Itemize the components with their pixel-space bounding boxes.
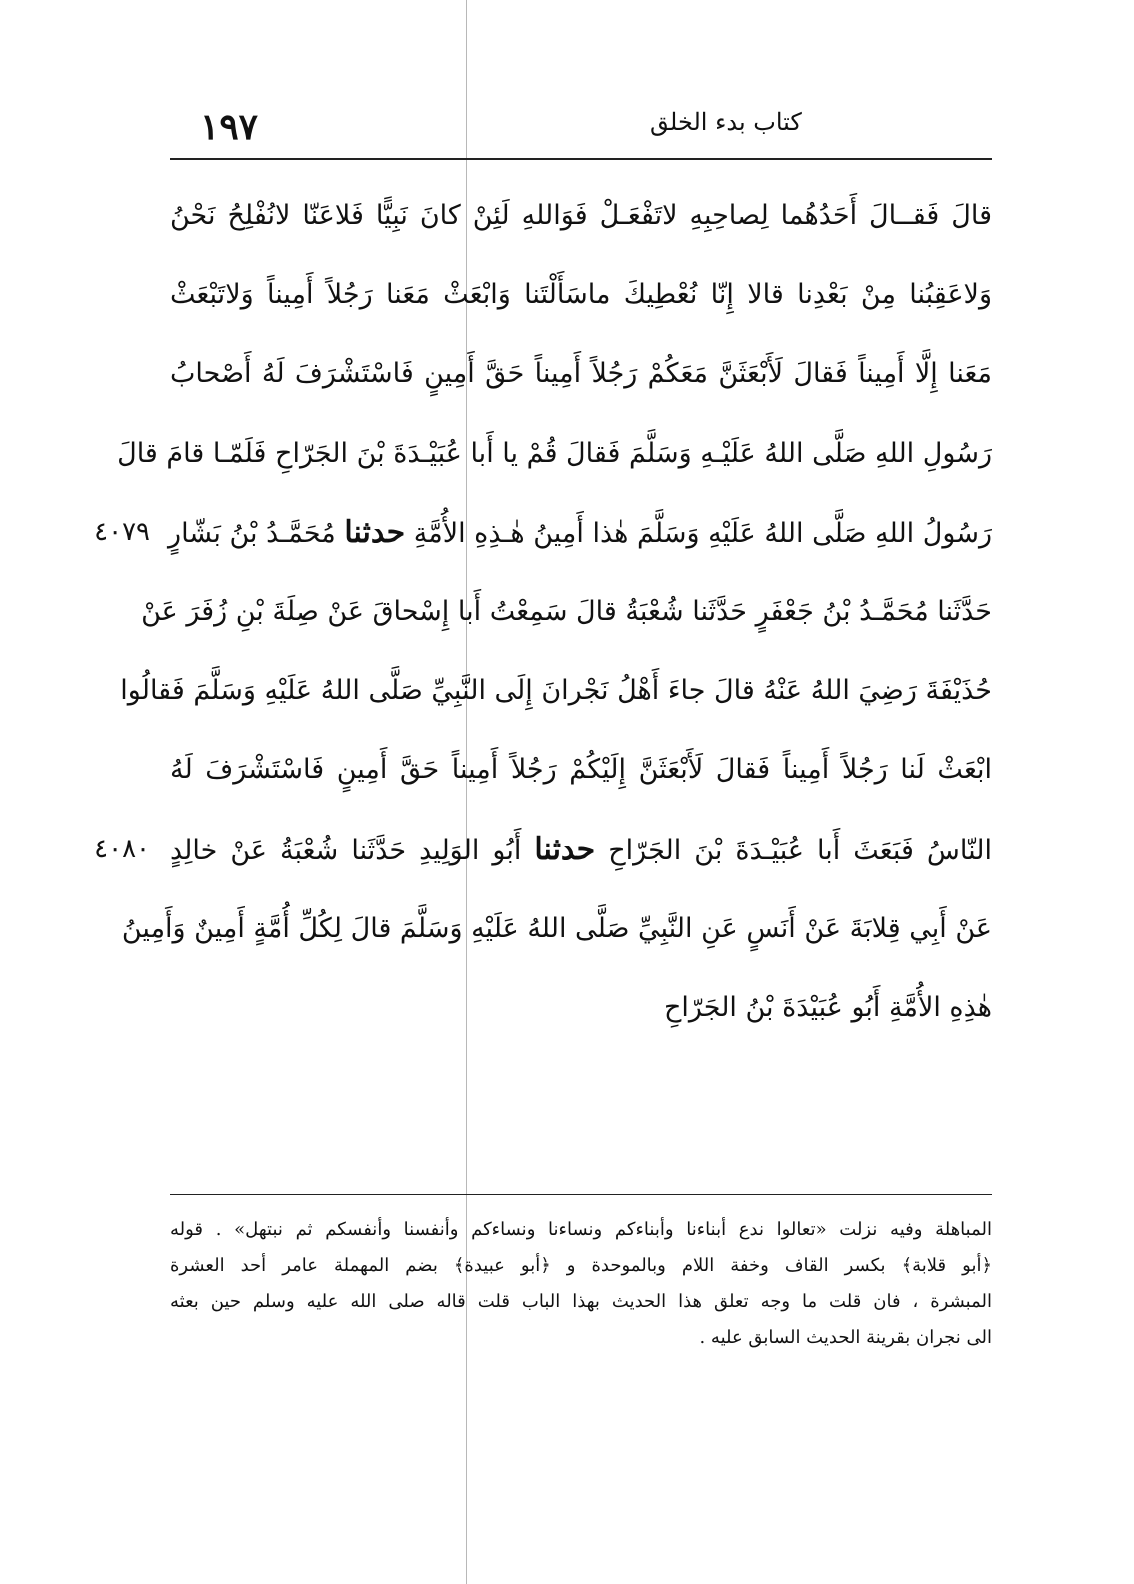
text-line-content: النّاسُ فَبَعَثَ أَبا عُبَيْـدَةَ بْنَ الجَرّاحِ [608,834,992,866]
page-header [170,100,992,158]
footnote-line: ﴿أبو قلابة﴾ بكسر القاف وخفة اللام وبالموحدة و ﴿أبو عبيدة﴾ بضم المهملة عامر أحد العشرة [170,1255,992,1276]
header-rule [170,158,992,160]
hadith-number: ٤٠٨٠ [94,833,150,864]
text-line [117,414,992,493]
main-text [94,176,992,1047]
page-number: ١٩٧ [200,106,259,148]
hadith-keyword: حدثنا [344,514,406,550]
text-line [170,334,992,413]
text-line-content: مَعَنا إِلَّا أَمِيناً فَقالَ لَأَبْعَثَنَّ مَعَكُمْ رَجُلاً أَمِيناً حَقَّ أَمِينٍ فَاسْتَشْرَفَ لَهُ أَصْحابُ [170,358,992,390]
text-line-content: وَلاعَقِبُنا مِنْ بَعْدِنا قالا إِنّا نُعْطِيكَ ماسَأَلْتَنا وَابْعَثْ مَعَنا رَجُلاً أَمِيناً وَلاتَبْعَثْ [170,279,992,311]
footnote-line: المبشرة ، فان قلت ما وجه تعلق هذا الحديث بهذا الباب قلت قاله صلى الله عليه وسلم حين بعثه [170,1291,992,1312]
text-line-content: رَسُولُ اللهِ صَلَّى اللهُ عَلَيْهِ وَسَلَّمَ هٰذا أَمِينُ هٰـذِهِ الأُمَّةِ [413,517,992,549]
text-line [120,651,992,730]
text-line [170,968,992,1047]
text-line-content: أَبُو الوَلِيدِ حَدَّثَنا شُعْبَةُ عَنْ خالِدٍ [170,834,522,866]
text-line-content: حَدَّثَنا مُحَمَّـدُ بْنُ جَعْفَرٍ حَدَّثَنا شُعْبَةُ قالَ سَمِعْتُ أَبا إِسْحاقَ عَنْ صِلَةَ بْنِ زُفَرَ عَنْ [141,595,992,627]
hadith-keyword: حدثنا [534,831,596,867]
text-line-content: حُذَيْفَةَ رَضِيَ اللهُ عَنْهُ قالَ جاءَ أَهْلُ نَجْرانَ إِلَى النَّبِيِّ صَلَّى اللهُ عَلَيْهِ وَسَلَّمَ فَقالُوا [120,675,992,707]
text-line [121,889,992,968]
footnote-line: الى نجران بقرينة الحديث السابق عليه . [699,1327,992,1348]
text-line [170,730,992,809]
text-line [170,255,992,334]
text-line-content: مُحَمَّـدُ بْنُ بَشّارٍ [168,517,336,549]
text-line-content: هٰذِهِ الأُمَّةِ أَبُو عُبَيْدَةَ بْنُ الجَرّاحِ [663,991,992,1023]
running-title: كتاب بدء الخلق [650,108,802,136]
footnote-line: المباهلة وفيه نزلت «تعالوا ندع أبناءنا وأبناءكم ونساءنا ونساءكم وأنفسنا وأنفسكم ثم نبتهل» . قوله [170,1219,992,1240]
text-line [94,810,992,889]
text-line-content: رَسُولِ اللهِ صَلَّى اللهُ عَلَيْـهِ وَسَلَّمَ فَقالَ قُمْ يا أَبا عُبَيْـدَةَ بْنَ الجَرّاحِ فَلَمّـا قامَ قالَ [117,437,992,469]
text-line [170,176,992,255]
text-line-content: ابْعَثْ لَنا رَجُلاً أَمِيناً فَقالَ لَأَبْعَثَنَّ إِلَيْكُمْ رَجُلاً أَمِيناً حَقَّ أَمِينٍ فَاسْتَشْرَفَ لَهُ [170,754,992,786]
text-line-content: عَنْ أَبِي قِلابَةَ عَنْ أَنَسٍ عَنِ النَّبِيِّ صَلَّى اللهُ عَلَيْهِ وَسَلَّمَ قالَ لِكُلِّ أُمَّةٍ أَمِينٌ وَأَمِينُ [121,912,992,944]
text-line-content: قالَ فَقــالَ أَحَدُهُما لِصاحِبِهِ لاتَفْعَـلْ فَوَاللهِ لَئِنْ كانَ نَبِيًّا فَلاعَنّا لانُفْلِحُ نَحْنُ [170,200,992,231]
footnotes [170,1212,992,1356]
footnote-rule [170,1194,992,1195]
text-line [94,493,992,572]
text-line [141,572,992,651]
hadith-number: ٤٠٧٩ [94,516,150,547]
